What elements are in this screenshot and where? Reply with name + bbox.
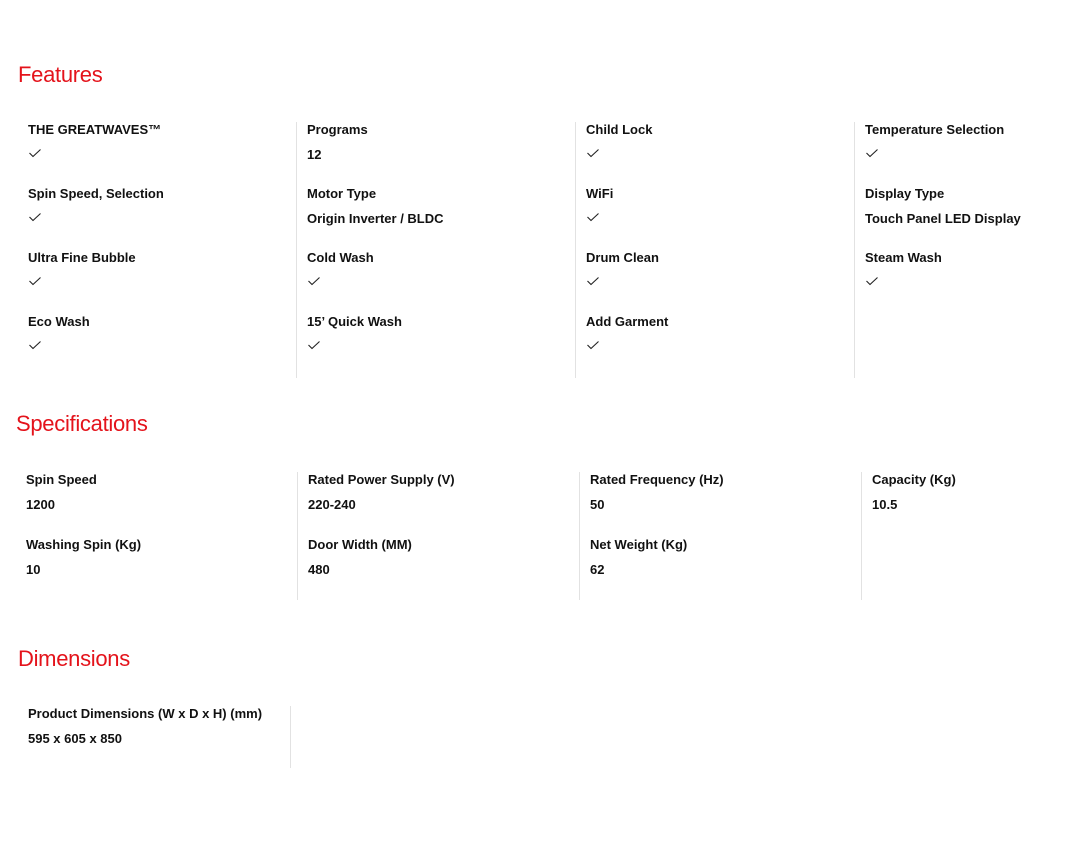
item-label: Motor Type	[307, 186, 377, 201]
features-item-programs	[307, 122, 368, 162]
item-label: Spin Speed, Selection	[28, 186, 164, 201]
features-item-spin-speed-selection	[28, 186, 164, 222]
item-value: 10.5	[872, 497, 898, 512]
item-label: Child Lock	[586, 122, 653, 137]
item-value: 1200	[26, 497, 55, 512]
check-icon	[586, 340, 600, 350]
item-value: 62	[590, 562, 605, 577]
check-icon	[586, 276, 600, 286]
check-icon	[28, 340, 42, 350]
specifications-column	[862, 472, 1080, 600]
features-column	[18, 122, 297, 378]
item-label: Steam Wash	[865, 250, 942, 265]
check-icon	[586, 148, 600, 158]
specifications-item-rated-power-supply-v	[308, 472, 455, 512]
specifications-item-rated-frequency-hz	[590, 472, 724, 512]
item-label: Door Width (MM)	[308, 537, 412, 552]
dimensions-item-product-dimensions-w-x-d-x-h-mm	[28, 706, 262, 746]
item-value: Origin Inverter / BLDC	[307, 211, 444, 226]
item-label: WiFi	[586, 186, 614, 201]
features-item-steam-wash	[865, 250, 942, 286]
specifications-item-washing-spin-kg	[26, 537, 141, 577]
check-icon	[586, 212, 600, 222]
specifications-item-net-weight-kg	[590, 537, 687, 577]
item-value: 50	[590, 497, 605, 512]
item-label: Display Type	[865, 186, 945, 201]
features-column	[855, 122, 1080, 378]
specifications-item-door-width-mm	[308, 537, 412, 577]
item-label: Rated Frequency (Hz)	[590, 472, 724, 487]
item-label: Temperature Selection	[865, 122, 1005, 137]
item-label: Capacity (Kg)	[872, 472, 956, 487]
features-item-the-greatwaves	[28, 122, 161, 158]
features-item-15-quick-wash	[307, 314, 402, 350]
item-label: THE GREATWAVES™	[28, 122, 162, 137]
features-item-motor-type	[307, 186, 444, 226]
check-icon	[865, 276, 879, 286]
item-label: Spin Speed	[26, 472, 97, 487]
item-label: Cold Wash	[307, 250, 374, 265]
features-item-wifi	[586, 186, 613, 222]
item-label: Net Weight (Kg)	[590, 537, 688, 552]
item-value: Touch Panel LED Display	[865, 211, 1021, 226]
specifications-grid	[16, 472, 1080, 600]
features-item-temperature-selection	[865, 122, 1004, 158]
features-item-ultra-fine-bubble	[28, 250, 136, 286]
item-label: Rated Power Supply (V)	[308, 472, 455, 487]
check-icon	[307, 340, 321, 350]
item-label: Add Garment	[586, 314, 669, 329]
features-column	[297, 122, 576, 378]
features-item-eco-wash	[28, 314, 90, 350]
specifications-column	[298, 472, 580, 600]
features-column	[576, 122, 855, 378]
specifications-item-capacity-kg	[872, 472, 956, 512]
item-label: Washing Spin (Kg)	[26, 537, 142, 552]
item-value: 10	[26, 562, 41, 577]
item-label: Product Dimensions (W x D x H) (mm)	[28, 706, 263, 721]
features-item-display-type	[865, 186, 1021, 226]
features-item-add-garment	[586, 314, 668, 350]
dimensions-column	[18, 706, 291, 768]
features-item-drum-clean	[586, 250, 659, 286]
item-value: 595 x 605 x 850	[28, 731, 122, 746]
dimensions-title: Dimensions	[18, 646, 130, 671]
item-value: 480	[308, 562, 330, 577]
item-value: 220-240	[308, 497, 356, 512]
item-label: Drum Clean	[586, 250, 659, 265]
item-value: 12	[307, 147, 322, 162]
specifications-title: Specifications	[16, 411, 148, 436]
features-grid	[18, 122, 1080, 378]
item-label: Ultra Fine Bubble	[28, 250, 136, 265]
specifications-column	[580, 472, 862, 600]
dimensions-grid	[18, 706, 291, 768]
check-icon	[28, 276, 42, 286]
features-item-cold-wash	[307, 250, 374, 286]
specifications-item-spin-speed	[26, 472, 97, 512]
check-icon	[28, 148, 42, 158]
features-item-child-lock	[586, 122, 652, 158]
check-icon	[865, 148, 879, 158]
item-label: Programs	[307, 122, 368, 137]
item-label: 15’ Quick Wash	[307, 314, 402, 329]
features-title: Features	[18, 62, 103, 87]
item-label: Eco Wash	[28, 314, 90, 329]
specifications-column	[16, 472, 298, 600]
check-icon	[307, 276, 321, 286]
check-icon	[28, 212, 42, 222]
